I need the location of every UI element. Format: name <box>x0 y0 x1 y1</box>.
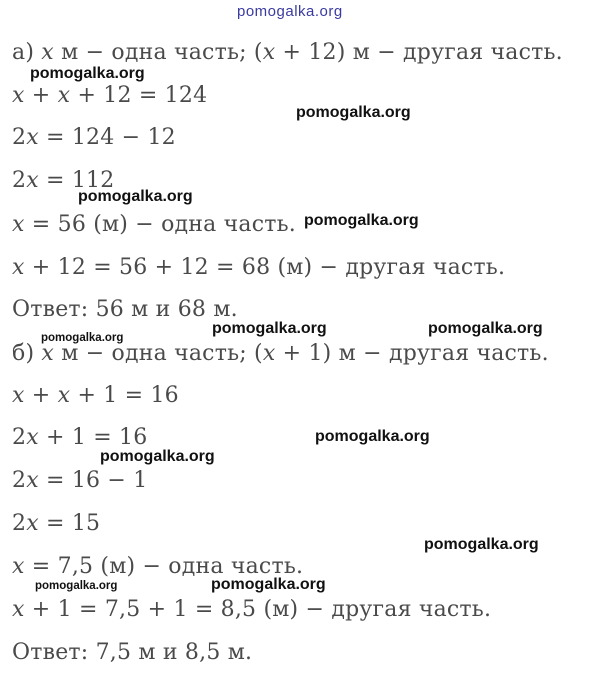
part-b-line-6: x = 7,5 (м) − одна часть. <box>12 554 304 579</box>
watermark: pomogalka.org <box>428 320 543 337</box>
watermark: pomogalka.org <box>424 536 539 553</box>
watermark: pomogalka.org <box>100 448 215 465</box>
watermark: pomogalka.org <box>212 320 327 337</box>
part-a-line-2: x + x + 12 = 124 <box>12 83 208 108</box>
part-b-answer: Ответ: 7,5 м и 8,5 м. <box>12 640 253 665</box>
part-a-line-3: 2x = 124 − 12 <box>12 125 176 150</box>
watermark: pomogalka.org <box>35 580 118 592</box>
part-b-line-2: x + x + 1 = 16 <box>12 383 179 408</box>
part-a-line-6: x + 12 = 56 + 12 = 68 (м) − другая часть. <box>12 255 506 280</box>
part-b-line-3: 2x + 1 = 16 <box>12 425 148 450</box>
part-a-line-1: а) x м − одна часть; (x + 12) м − другая часть. <box>12 40 563 65</box>
part-b-line-4: 2x = 16 − 1 <box>12 468 148 493</box>
part-a-answer: Ответ: 56 м и 68 м. <box>12 297 238 322</box>
part-a-line-5: x = 56 (м) − одна часть. <box>12 212 297 237</box>
watermark: pomogalka.org <box>41 332 124 344</box>
watermark: pomogalka.org <box>304 212 419 229</box>
part-b-line-7: x + 1 = 7,5 + 1 = 8,5 (м) − другая часть. <box>12 597 492 622</box>
watermark: pomogalka.org <box>296 104 411 121</box>
part-b-line-5: 2x = 15 <box>12 511 101 536</box>
watermark: pomogalka.org <box>78 188 193 205</box>
watermark: pomogalka.org <box>30 65 145 82</box>
watermark: pomogalka.org <box>315 428 430 445</box>
watermark: pomogalka.org <box>211 576 326 593</box>
part-a-line-4: 2x = 112 <box>12 168 115 193</box>
watermark-top: pomogalka.org <box>237 3 343 20</box>
part-b-line-1: б) x м − одна часть; (x + 1) м − другая часть. <box>12 341 549 366</box>
